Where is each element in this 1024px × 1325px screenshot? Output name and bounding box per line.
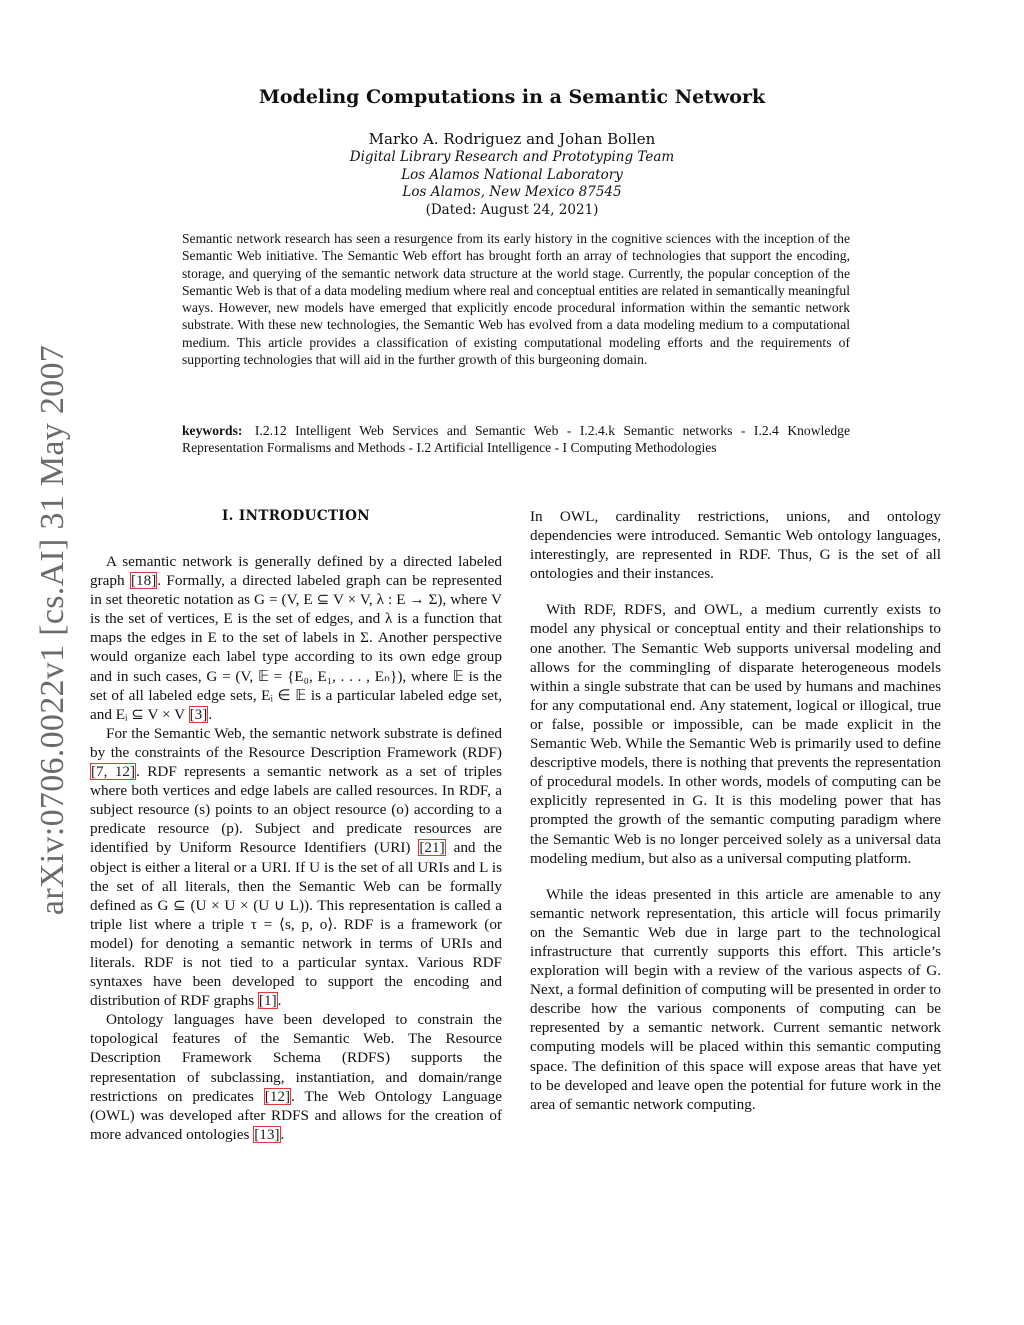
paragraph-text: . Formally, a directed labeled graph can be represented in set theoretic notation as G = (V, E ⊆ V × V, λ : E → Σ), where V is the set of vertices, E is the set of edges, and λ is a function that maps the edges in E to the set of labels in Σ. Another perspective would organize each label type according to its own edge group and in such cases, G = (V, 𝔼 = {E₀, E₁, . . . , Eₙ}), where 𝔼 is the set of all labeled edge sets, Eᵢ ∈ 𝔼 is a particular labeled edge set, and Eᵢ ⊆ V × V (90, 572, 502, 723)
paragraph-text: . (277, 992, 282, 1010)
abstract: Semantic network research has seen a resurgence from its early history in the cognitive sciences with the inception of the Semantic Web initiative. The Semantic Web effort has brought forth an array of technologies that support the encoding, storage, and querying of the semantic network data structure at the world stage. Currently, the popular conception of the Semantic Web is that of a data modeling medium where real and conceptual entities are related in semantically meaningful ways. However, new models have emerged that explicitly encode procedural information within the semantic network substrate. With these new technologies, the Semantic Web has evolved from a data modeling medium to a computational medium. This article provides a classification of existing computational modeling efforts and the requirements of supporting technologies that will aid in the further growth of this burgeoning domain. (182, 231, 850, 368)
keywords-block (182, 422, 850, 457)
right-column (530, 507, 941, 1114)
citation-link[interactable]: [18] (130, 572, 157, 590)
paragraph-text: and the object is either a literal or a URI. If U is the set of all URIs and L is the set of all literals, then the Semantic Web can be formally defined as G ⊆ (U × U × (U ∪ L)). This representation is called a triple list where a triple τ = ⟨s, p, o⟩. RDF is a framework (or model) for denoting a semantic network in terms of URIs and literals. RDF is not tied to a particular syntax. Various RDF syntaxes have been developed to support the encoding and distribution of RDF graphs (90, 839, 502, 1010)
paragraph (90, 552, 502, 724)
paragraph-gap (530, 583, 941, 600)
citation-link[interactable]: [3] (189, 705, 208, 723)
keywords-label: keywords: (182, 423, 243, 438)
affiliation-line: Los Alamos, New Mexico 87545 (402, 184, 622, 200)
paragraph-text: . The Web Ontology Language (OWL) was developed after RDFS and allows for the creation of more advanced ontologies (90, 1087, 503, 1143)
citation-link[interactable]: [7, 12] (91, 763, 136, 781)
paragraph (90, 1010, 502, 1144)
paragraph-gap (530, 868, 941, 885)
paper-title: Modeling Computations in a Semantic Network (258, 86, 766, 108)
paragraph-text: A semantic network is generally defined by a directed labeled graph (90, 553, 502, 590)
citation-link[interactable]: [1] (258, 992, 277, 1010)
affiliation-line: Los Alamos National Laboratory (401, 166, 623, 183)
paragraph-text: For the Semantic Web, the semantic network substrate is defined by the constraints of the Resource Description Framework (RDF) (90, 724, 502, 761)
date-line: (Dated: August 24, 2021) (425, 201, 599, 218)
section-heading: I. INTRODUCTION (221, 508, 371, 524)
paragraph: In OWL, cardinality restrictions, unions, and ontology dependencies were introduced. Semantic Web ontology languages, interestingly, are represented in RDF. Thus, G is the set of all ontologies and their instances. (530, 508, 941, 583)
paragraph: While the ideas presented in this article are amenable to any semantic network representation, this article will focus primarily on the Semantic Web due in large part to the technological infrastructure that currently supports this effort. This article’s exploration will begin with a review of the various aspects of G. Next, a formal definition of computing will be presented in order to describe how the various components of computing can be represented by a semantic network. Current semantic network computing models will be placed within this semantic computing space. The definition of this space will expose areas that have yet to be developed and leave open the potential for future work in the area of semantic network computing. (530, 885, 941, 1113)
arxiv-identifier-text: arXiv:0706.0022v1 [cs.AI] 31 May 2007 (34, 344, 71, 916)
arxiv-identifier-stamp (28, 300, 78, 960)
paragraph-text: . (280, 1125, 285, 1143)
paragraph-text: Ontology languages have been developed to constrain the topological features of the Semantic Web. The Resource Description Framework Schema (RDFS) supports the representation of subclassing, instantiation, and domain/range restrictions on predicates (90, 1011, 502, 1105)
author-list: Marko A. Rodriguez and Johan Bollen (368, 130, 656, 148)
paragraph-text: . (208, 705, 213, 723)
affiliation-line: Digital Library Research and Prototyping Team (349, 149, 675, 165)
left-column (90, 552, 502, 1144)
keywords-text: I.2.12 Intelligent Web Services and Semantic Web - I.2.4.k Semantic networks - I.2.4 Knowledge Representation Formalisms and Methods - I.2 Artificial Intelligence - I Computing Methodologies (182, 423, 850, 456)
paragraph (90, 724, 502, 1010)
citation-link[interactable]: [13] (254, 1125, 280, 1143)
paragraph: With RDF, RDFS, and OWL, a medium currently exists to model any physical or conceptual entity and their relationships to one another. The Semantic Web supports universal modeling and allows for the commingling of disparate heterogeneous models within a single substrate that can be used by humans and machines for any computational end. Any statement, logical or illogical, true or false, possible or impossible, can be made explicit in the Semantic Web. While the Semantic Web is primarily used to define descriptive models, there is nothing that prevents the representation of procedural models. In other words, models of computing can be explicitly represented in G. It is this modeling power that has prompted the growth of the semantic computing paradigm where the Semantic Web is no longer perceived solely as a universal data modeling medium, but also as a universal computing platform. (530, 601, 941, 867)
citation-link[interactable]: [21] (419, 839, 445, 857)
affiliation-block (0, 149, 1024, 219)
paragraph-text: . RDF represents a semantic network as a set of triples where both vertices and edge labels are called resources. In RDF, a subject resource (s) points to an object resource (o) according to a predicate resource (p). Subject and predicate resources are identified by Uniform Resource Identifiers (URI) (90, 763, 502, 857)
citation-link[interactable]: [12] (264, 1087, 291, 1105)
